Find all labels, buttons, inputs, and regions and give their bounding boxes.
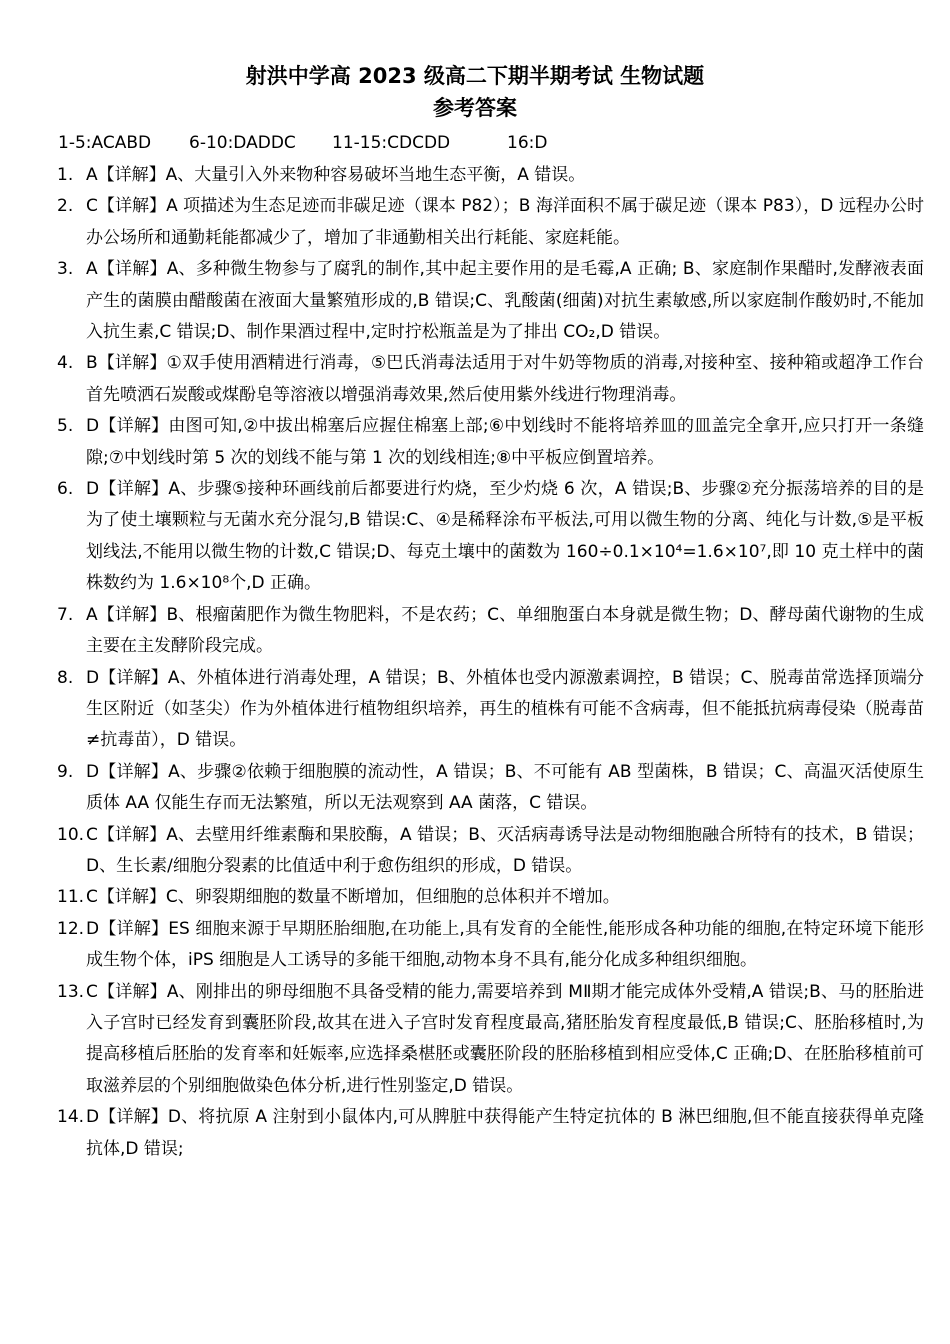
answer-item	[0, 191, 950, 254]
item-explanation: D【详解】ES 细胞来源于早期胚胎细胞,在功能上,具有发育的全能性,能形成各种功能的细胞,在特定环境下能形成生物个体，iPS 细胞是人工诱导的多能干细胞,动物本身不具有,能分化成多种组织细胞。	[86, 918, 924, 971]
item-explanation: D【详解】D、将抗原 A 注射到小鼠体内,可从脾脏中获得能产生特定抗体的 B 淋巴细胞,但不能直接获得单克隆抗体,D 错误;	[86, 1107, 924, 1159]
item-number: 6.	[57, 479, 74, 500]
answer-key-group: 11-15:CDCDD	[332, 133, 451, 153]
item-number: 5.	[57, 416, 74, 437]
item-explanation: D【详解】A、步骤⑤接种环画线前后都要进行灼烧，至少灼烧 6 次，A 错误;B、步骤②充分振荡培养的目的是为了使土壤颗粒与无菌水充分混匀,B 错误:C、④是稀释涂布平板法,可用以微生物的分离、纯化与计数,⑤是平板划线法,不能用以微生物的计数,C 错误;D、每克土壤中的菌数为 160÷0.1×10⁴=1.6×10⁷,即 10 克土样中的菌株数约为 1.6×10⁸个,D 正确。	[86, 479, 924, 594]
answer-item	[0, 160, 950, 191]
answer-item	[0, 600, 950, 663]
item-number: 3.	[57, 259, 74, 280]
answer-key-group: 1-5:ACABD	[58, 133, 152, 153]
answer-explanations	[0, 160, 950, 1165]
item-explanation: A【详解】B、根瘤菌肥作为微生物肥料，不是农药；C、单细胞蛋白本身就是微生物；D、酵母菌代谢物的生成主要在主发酵阶段完成。	[86, 604, 924, 657]
item-explanation: C【详解】A 项描述为生态足迹而非碳足迹（课本 P82）；B 海洋面积不属于碳足迹（课本 P83），D 远程办公时办公场所和通勤耗能都减少了，增加了非通勤相关出行耗能、家庭耗能。	[86, 196, 924, 248]
item-number: 4.	[57, 353, 74, 374]
item-explanation: A【详解】A、大量引入外来物种容易破坏当地生态平衡，A 错误。	[86, 165, 586, 185]
answer-item	[0, 411, 950, 474]
answer-item	[0, 914, 950, 977]
item-explanation: C【详解】A、刚排出的卵母细胞不具备受精的能力,需要培养到 MⅡ期才能完成体外受精,A 错误;B、马的胚胎进入子宫时已经发育到囊胚阶段,故其在进入子宫时发育程度最高,猪胚胎发育程度最低,B 错误;C、胚胎移植时,为提高移植后胚胎的发育率和妊娠率,应选择桑椹胚或囊胚阶段的胚胎移植到相应受体,C 正确;D、在胚胎移植前可取滋养层的个别细胞做染色体分析,进行性别鉴定,D 错误。	[86, 981, 924, 1096]
item-number: 8.	[57, 667, 74, 688]
item-number: 10.	[57, 824, 85, 845]
answer-key-group: 16:D	[507, 133, 548, 153]
answer-key-group: 6-10:DADDC	[189, 133, 296, 153]
answer-item	[0, 1102, 950, 1165]
item-explanation: D【详解】A、步骤②依赖于细胞膜的流动性，A 错误；B、不可能有 AB 型菌株，B 错误；C、高温灭活使原生质体 AA 仅能生存而无法繁殖，所以无法观察到 AA 菌落，C 错误。	[86, 761, 924, 814]
item-number: 1.	[57, 165, 74, 185]
item-number: 11.	[57, 887, 85, 908]
exam-title: 射洪中学高 2023 级高二下期半期考试 生物试题	[245, 64, 705, 88]
answer-key-summary	[58, 131, 547, 155]
answer-item	[0, 882, 950, 913]
item-explanation: D【详解】由图可知,②中拔出棉塞后应握住棉塞上部;⑥中划线时不能将培养皿的皿盖完全拿开,应只打开一条缝隙;⑦中划线时第 5 次的划线不能与第 1 次的划线相连;⑧中平板应倒置培养。	[86, 416, 924, 468]
answer-item	[0, 757, 950, 820]
answer-item	[0, 977, 950, 1103]
answer-item	[0, 348, 950, 411]
item-number: 14.	[57, 1107, 85, 1128]
item-explanation: C【详解】A、去壁用纤维素酶和果胶酶，A 错误；B、灭活病毒诱导法是动物细胞融合所特有的技术，B 错误；D、生长素/细胞分裂素的比值适中利于愈伤组织的形成，D 错误。	[86, 824, 924, 876]
item-explanation: B【详解】①双手使用酒精进行消毒，⑤巴氏消毒法适用于对牛奶等物质的消毒,对接种室、接种箱或超净工作台首先喷洒石炭酸或煤酚皂等溶液以增强消毒效果,然后使用紫外线进行物理消毒。	[86, 353, 924, 405]
answer-item	[0, 254, 950, 348]
item-number: 9.	[57, 761, 74, 782]
answer-item	[0, 663, 950, 757]
item-number: 2.	[57, 196, 74, 217]
answer-item	[0, 820, 950, 883]
answer-key-heading: 参考答案	[433, 96, 517, 120]
item-number: 13.	[57, 981, 85, 1002]
item-explanation: D【详解】A、外植体进行消毒处理，A 错误；B、外植体也受内源激素调控，B 错误；C、脱毒苗常选择顶端分生区附近（如茎尖）作为外植体进行植物组织培养，再生的植株有可能不含病毒，但不能抵抗病毒侵染（脱毒苗≠抗毒苗），D 错误。	[86, 667, 924, 751]
item-number: 12.	[57, 918, 85, 939]
answer-item	[0, 474, 950, 600]
item-explanation: C【详解】C、卵裂期细胞的数量不断增加，但细胞的总体积并不增加。	[86, 887, 620, 908]
item-number: 7.	[57, 604, 74, 625]
item-explanation: A【详解】A、多种微生物参与了腐乳的制作,其中起主要作用的是毛霉,A 正确; B、家庭制作果醋时,发酵液表面产生的菌膜由醋酸菌在液面大量繁殖形成的,B 错误;C、乳酸菌(细菌)对抗生素敏感,所以家庭制作酸奶时,不能加入抗生素,C 错误;D、制作果酒过程中,定时拧松瓶盖是为了排出 CO₂,D 错误。	[86, 259, 924, 343]
